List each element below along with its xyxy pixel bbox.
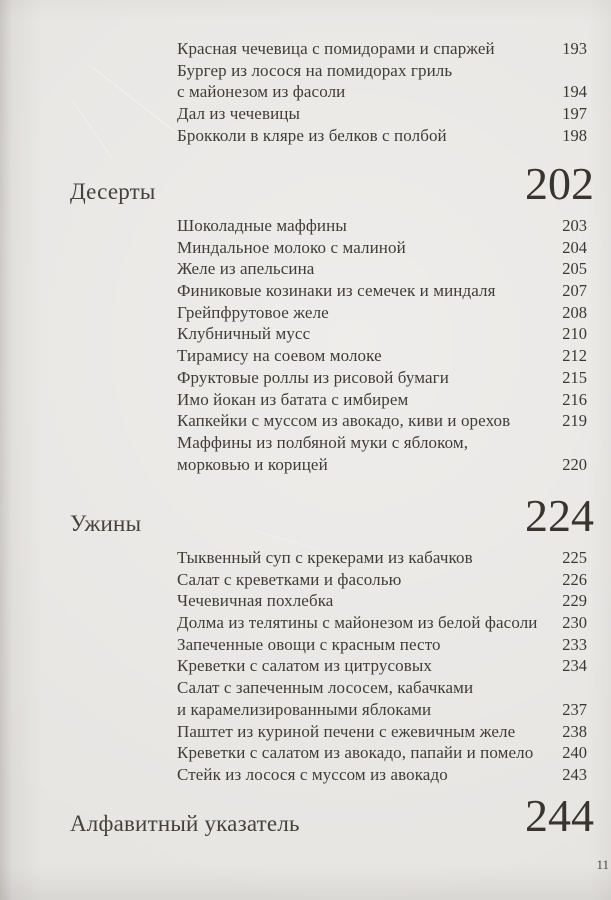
recipe-title: Долма из телятины с майонезом из белой фасоли — [177, 613, 538, 633]
section-heading — [0, 490, 611, 542]
toc-entry-line — [0, 699, 611, 721]
recipe-title: и карамелизированными яблоками — [177, 699, 432, 719]
recipe-page-number: 238 — [562, 721, 587, 741]
recipe-page-number: 210 — [562, 324, 587, 344]
recipe-title: Тирамису на соевом молоке — [177, 346, 382, 366]
recipe-title: Чечевичная похлебка — [177, 591, 334, 611]
toc-section — [0, 158, 611, 475]
recipe-page-number: 237 — [562, 699, 587, 719]
section-page-number: 202 — [525, 158, 594, 209]
recipe-title: Красная чечевица с помидорами и спаржей — [177, 39, 495, 58]
recipe-title: Креветки с салатом из цитрусовых — [177, 656, 432, 676]
recipe-title: Желе из апельсина — [177, 259, 315, 279]
toc-entry-line — [0, 345, 611, 367]
recipe-page-number: 226 — [562, 569, 587, 589]
recipe-page-number: 194 — [562, 82, 587, 102]
recipe-title: Запеченные овощи с красным песто — [177, 634, 441, 654]
recipe-page-number: 215 — [562, 367, 587, 387]
section-heading — [0, 790, 611, 842]
recipe-page-number: 208 — [562, 302, 587, 322]
toc-entry-line — [0, 677, 611, 699]
toc-entry-line — [0, 215, 611, 237]
section-page-number: 224 — [525, 490, 594, 541]
toc-entry-line — [0, 764, 611, 786]
toc-entry-line — [0, 125, 611, 147]
recipe-page-number: 204 — [562, 237, 587, 257]
toc-entry-line — [0, 612, 611, 634]
recipe-title: с майонезом из фасоли — [177, 82, 346, 102]
recipe-page-number: 225 — [562, 548, 587, 567]
toc-entry-line — [0, 302, 611, 324]
toc-entry-line — [0, 569, 611, 591]
toc-section — [0, 38, 611, 146]
toc-entry-line — [0, 721, 611, 743]
toc-entry-line — [0, 590, 611, 612]
recipe-title: Тыквенный суп с крекерами из кабачков — [177, 548, 473, 567]
recipe-title: Паштет из куриной печени с ежевичным желе — [177, 721, 516, 741]
recipe-title: Грейпфрутовое желе — [177, 302, 329, 322]
section-title: Десерты — [70, 179, 156, 204]
recipe-title: Салат с креветками и фасолью — [177, 569, 402, 589]
section-title: Алфавитный указатель — [70, 811, 300, 836]
recipe-title: Капкейки с муссом из авокадо, киви и орехов — [177, 411, 511, 431]
recipe-page-number: 198 — [562, 125, 587, 145]
recipe-title: Салат с запеченным лососем, кабачками — [177, 678, 474, 698]
toc-entry-line — [0, 237, 611, 259]
recipe-page-number: 203 — [562, 216, 587, 235]
toc-entry-line — [0, 103, 611, 125]
recipe-page-number: 243 — [562, 764, 587, 784]
recipe-page-number: 234 — [562, 656, 587, 676]
toc-entry-line — [0, 547, 611, 569]
recipe-title: Маффины из полбяной муки с яблоком, — [177, 432, 469, 452]
toc-section — [0, 790, 611, 842]
toc-entry-line — [0, 280, 611, 302]
recipe-page-number: 233 — [562, 634, 587, 654]
toc-section — [0, 490, 611, 786]
toc-entry-line — [0, 432, 611, 454]
toc-entry-line — [0, 258, 611, 280]
recipe-page-number: 193 — [562, 39, 587, 58]
entry-list — [0, 38, 611, 146]
toc-entry-line — [0, 367, 611, 389]
recipe-title: Миндальное молоко с малиной — [177, 237, 406, 257]
corner-page-number: 11 — [596, 857, 609, 872]
recipe-title: Шоколадные маффины — [177, 216, 347, 235]
toc-entry-line — [0, 60, 611, 82]
toc-entry-line — [0, 655, 611, 677]
section-page-number: 244 — [525, 790, 594, 841]
recipe-page-number: 216 — [562, 389, 587, 409]
recipe-title: Бургер из лосося на помидорах гриль — [177, 60, 453, 80]
toc-entry-line — [0, 81, 611, 103]
toc-entry-line — [0, 634, 611, 656]
recipe-title: морковью и корицей — [177, 454, 328, 474]
recipe-page-number: 229 — [562, 591, 587, 611]
toc-entry-line — [0, 454, 611, 476]
recipe-title: Клубничный мусс — [177, 324, 311, 344]
recipe-title: Фруктовые роллы из рисовой бумаги — [177, 367, 449, 387]
toc-entry-line — [0, 389, 611, 411]
entry-list — [0, 547, 611, 786]
toc-entry-line — [0, 742, 611, 764]
section-heading — [0, 158, 611, 210]
toc-entry-line — [0, 323, 611, 345]
recipe-page-number: 219 — [562, 411, 587, 431]
recipe-page-number: 240 — [562, 743, 587, 763]
section-title: Ужины — [70, 511, 142, 536]
toc-entry-line — [0, 38, 611, 60]
recipe-page-number: 197 — [562, 104, 587, 124]
recipe-page-number: 220 — [562, 454, 587, 474]
toc-entry-line — [0, 410, 611, 432]
recipe-page-number: 207 — [562, 281, 587, 301]
recipe-title: Креветки с салатом из авокадо, папайи и помело — [177, 743, 534, 763]
recipe-title: Финиковые козинаки из семечек и миндаля — [177, 281, 496, 301]
recipe-page-number: 205 — [562, 259, 587, 279]
recipe-title: Дал из чечевицы — [177, 104, 300, 124]
recipe-page-number: 212 — [562, 346, 587, 366]
entry-list — [0, 215, 611, 475]
recipe-title: Имо йокан из батата с имбирем — [177, 389, 409, 409]
recipe-page-number: 230 — [562, 613, 587, 633]
recipe-title: Брокколи в кляре из белков с полбой — [177, 125, 447, 145]
recipe-title: Стейк из лосося с муссом из авокадо — [177, 764, 448, 784]
